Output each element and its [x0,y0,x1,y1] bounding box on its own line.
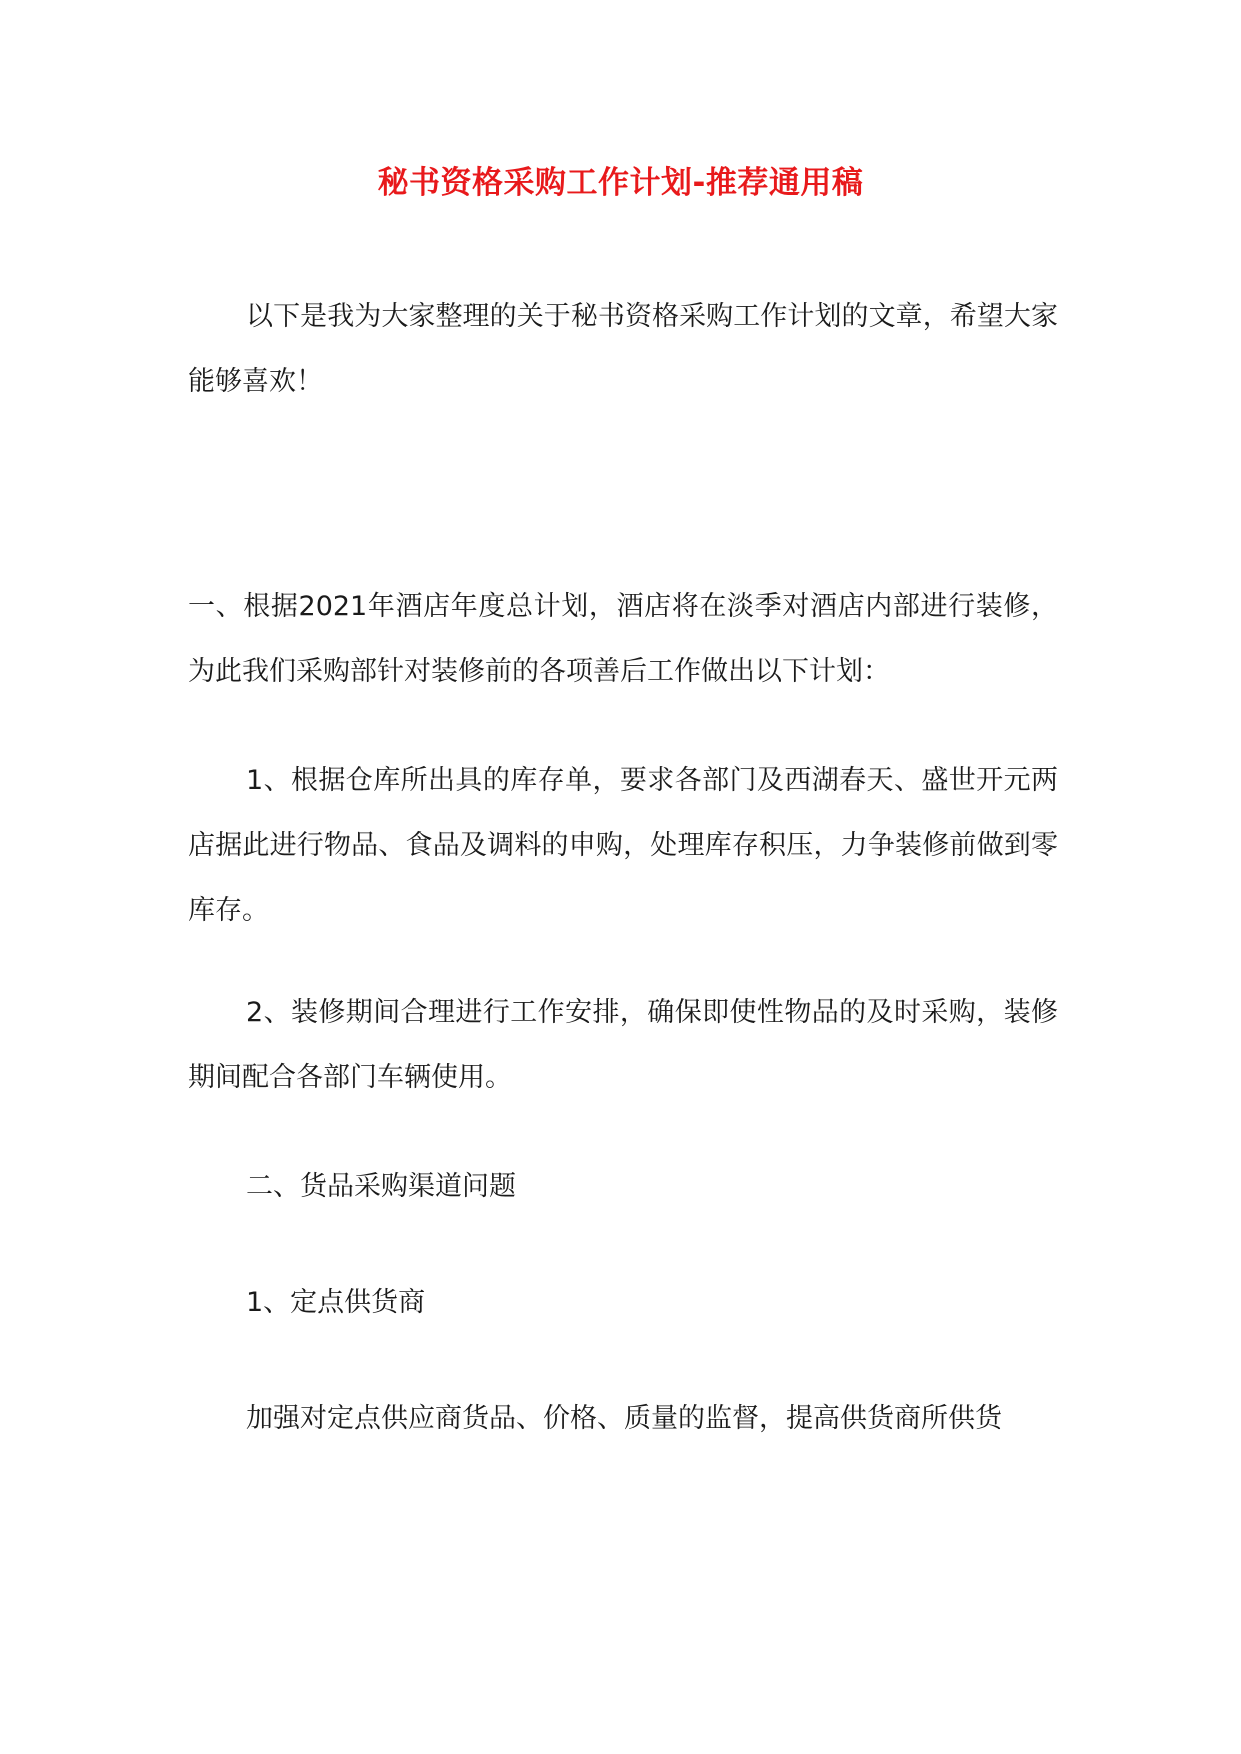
paragraph-intro: 以下是我为大家整理的关于秘书资格采购工作计划的文章，希望大家能够喜欢！ [188,301,1058,397]
paragraph-item-1: 1、根据仓库所出具的库存单，要求各部门及西湖春天、盛世开元两店据此进行物品、食品及调料的申购，处理库存积压，力争装修前做到零库存。 [188,765,1058,926]
section-two-heading: 二、货品采购渠道问题 [246,1171,516,1202]
document-title: 秘书资格采购工作计划-推荐通用稿 [377,165,864,201]
paragraph-supplier: 加强对定点供应商货品、价格、质量的监督，提高供货商所供货 [246,1403,1002,1434]
paragraph-section-one: 一、根据2021年酒店年度总计划，酒店将在淡季对酒店内部进行装修，为此我们采购部针对装修前的各项善后工作做出以下计划： [188,591,1058,687]
subsection-heading: 1、定点供货商 [246,1287,426,1318]
paragraph-item-2: 2、装修期间合理进行工作安排，确保即使性物品的及时采购，装修期间配合各部门车辆使用。 [188,997,1058,1093]
